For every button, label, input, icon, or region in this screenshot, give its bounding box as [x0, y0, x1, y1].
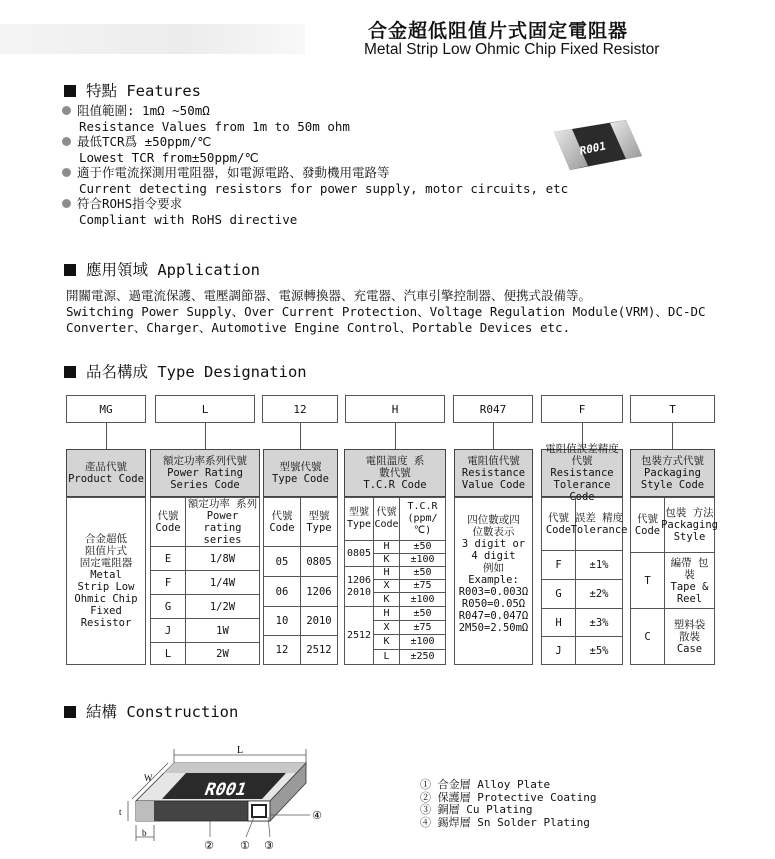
type-code-cell: 06: [264, 576, 300, 606]
callout-4: ④: [312, 809, 322, 822]
type-designation-heading-text: 品名構成 Type Designation: [86, 363, 307, 381]
header-zh: 電阻值代號: [467, 455, 520, 467]
tolerance-value-cell: ±2%: [575, 579, 622, 608]
tolerance-col-tol: 誤差 精度 Tolerance: [575, 498, 622, 550]
value-line: 3 digit or: [461, 538, 526, 550]
callout-3: ③: [264, 839, 274, 852]
value-line: 2M50=2.50mΩ: [458, 622, 529, 634]
power-table: [150, 497, 260, 665]
tcr-code-cell: L: [373, 649, 399, 664]
header-en: Packaging Style Code: [640, 467, 705, 491]
bullet-icon: [62, 137, 71, 146]
application-text: [66, 288, 706, 336]
value-line: R003=0.003Ω: [458, 586, 529, 598]
header-en: Power Rating Series Code: [167, 467, 243, 491]
legend-item: ② 保護層 Protective Coating: [420, 790, 597, 804]
tcr-code-cell: X: [373, 620, 399, 634]
chip-marking: R001: [579, 139, 606, 158]
header-zh: 型號代號: [279, 461, 322, 473]
tolerance-col-code: 代號 Code: [545, 512, 572, 536]
code-box-packaging: T: [630, 395, 715, 423]
bullet-icon: [62, 168, 71, 177]
feature-en: Resistance Values from 1m to 50m ohm: [79, 118, 350, 134]
feature-item: [62, 165, 568, 181]
tolerance-code-cell: G: [542, 579, 575, 608]
value-line: R047=0.047Ω: [458, 610, 529, 622]
tcr-value-cell: ±50: [399, 606, 445, 620]
header-en: T.C.R Code: [363, 479, 427, 491]
feature-zh: 阻值範圍: 1mΩ ~50mΩ: [77, 103, 210, 118]
construction-diagram: [110, 745, 340, 855]
tcr-value-cell: ±50: [399, 540, 445, 553]
power-code-cell: E: [151, 546, 185, 570]
tcr-table: [344, 497, 446, 665]
tcr-type-cell: 0805: [345, 540, 373, 566]
header-en: Resistance Value Code: [461, 467, 526, 491]
tcr-code-cell: K: [373, 592, 399, 606]
tcr-value-cell: ±100: [399, 634, 445, 649]
type-type-cell: 2512: [300, 635, 337, 664]
dim-label-b: b: [142, 828, 147, 838]
connector-line: [672, 423, 673, 449]
power-rating-cell: 1/2W: [185, 594, 259, 618]
packaging-code-cell: T: [631, 552, 664, 608]
page-title-zh: 合金超低阻值片式固定電阻器: [368, 20, 629, 42]
tcr-type-cell: 1206 2010: [345, 566, 373, 606]
section-square-icon: [64, 264, 76, 276]
header-tolerance-code: [541, 443, 623, 503]
features-heading-text: 特點 Features: [86, 82, 201, 100]
tolerance-code-cell: F: [542, 550, 575, 579]
power-rating-cell: 1W: [185, 618, 259, 642]
header-value-code: [454, 449, 533, 497]
header-zh: 額定功率系列代號: [163, 455, 247, 467]
header-zh: 電阻溫度 系數代號: [365, 455, 425, 479]
tcr-col-type: 型號 Type: [346, 507, 372, 530]
header-tcr-code: [344, 449, 446, 497]
power-rating-cell: 1/8W: [185, 546, 259, 570]
feature-item: [62, 103, 568, 119]
power-rating-cell: 1/4W: [185, 570, 259, 594]
value-line: R050=0.05Ω: [461, 598, 526, 610]
tolerance-value-cell: ±1%: [575, 550, 622, 579]
tcr-code-cell: H: [373, 540, 399, 553]
power-col-code: 代號 Code: [155, 510, 181, 534]
diagram-marking: R001: [201, 780, 250, 800]
connector-line: [205, 423, 206, 449]
power-rating-cell: 2W: [185, 642, 259, 664]
legend-item: ③ 銅層 Cu Plating: [420, 803, 533, 816]
power-code-cell: L: [151, 642, 185, 664]
legend-item: ① 合金層 Alloy Plate: [420, 778, 551, 791]
tolerance-code-cell: J: [542, 636, 575, 664]
power-code-cell: G: [151, 594, 185, 618]
code-box-product: MG: [66, 395, 146, 423]
tcr-code-cell: H: [373, 566, 399, 579]
dim-label-l: L: [236, 745, 244, 756]
application-heading: [64, 258, 260, 280]
dim-label-t: t: [119, 807, 122, 817]
section-square-icon: [64, 706, 76, 718]
tolerance-value-cell: ±5%: [575, 636, 622, 664]
value-line: 位數表示: [472, 526, 515, 538]
type-code-cell: 05: [264, 546, 300, 576]
tolerance-code-cell: H: [542, 608, 575, 636]
type-code-cell: 10: [264, 606, 300, 635]
legend-item: ④ 錫焊層 Sn Solder Plating: [420, 815, 590, 829]
tcr-code-cell: K: [373, 553, 399, 566]
power-col-rating: 額定功率 系列 Power rating series: [185, 498, 259, 546]
bullet-icon: [62, 106, 71, 115]
feature-item: [62, 196, 568, 212]
value-line: 四位數或四: [467, 514, 520, 526]
bullet-icon: [62, 199, 71, 208]
feature-zh: 符合ROHS指令要求: [77, 196, 183, 211]
product-table: [66, 497, 146, 665]
construction-heading: [64, 700, 238, 722]
tcr-value-cell: ±100: [399, 592, 445, 606]
tcr-code-cell: X: [373, 579, 399, 592]
tcr-code-cell: H: [373, 606, 399, 620]
dim-label-w: W: [144, 773, 153, 783]
features-list: [62, 103, 568, 227]
value-line: 4 digit: [471, 550, 516, 562]
feature-item: [62, 134, 568, 150]
header-en: Type Code: [272, 473, 329, 485]
section-square-icon: [64, 85, 76, 97]
application-line: 開關電源、過電流保護、電壓調節器、電源轉換器、充電器、汽車引擎控制器、便携式設備等。: [66, 288, 592, 303]
code-box-value: R047: [453, 395, 533, 423]
feature-en: Compliant with RoHS directive: [79, 211, 298, 227]
connector-line: [395, 423, 396, 449]
connector-line: [106, 423, 107, 449]
application-heading-text: 應用領域 Application: [86, 261, 260, 279]
feature-zh: 適于作電流探測用電阻器，如電源電路、發動機用電路等: [77, 165, 390, 180]
packaging-col-style: 包裝 方法 Packaging Style: [664, 498, 714, 552]
header-power-code: [150, 449, 260, 497]
construction-legend: [420, 779, 596, 829]
packaging-style-cell: 編帶 包裝 Tape & Reel: [664, 552, 714, 608]
header-zh: 包裝方式代號: [641, 455, 704, 467]
type-designation-heading: [64, 360, 307, 382]
product-zh: 合金超低 阻值片式 固定電阻器: [79, 533, 133, 569]
header-gradient-bar: [0, 24, 305, 54]
type-col-type: 型號 Type: [300, 498, 337, 546]
application-line: Switching Power Supply、Over Current Protection、Voltage Regulation Module(VRM)、DC-DC: [66, 304, 706, 319]
construction-heading-text: 結構 Construction: [86, 703, 239, 721]
type-type-cell: 0805: [300, 546, 337, 576]
tcr-col-code: 代號 Code: [373, 498, 399, 540]
tolerance-value-cell: ±3%: [575, 608, 622, 636]
type-type-cell: 1206: [300, 576, 337, 606]
packaging-code-cell: C: [631, 608, 664, 664]
header-zh: 電阻值誤差精度 代號: [545, 443, 619, 467]
callout-1: ①: [240, 839, 250, 852]
tcr-type-cell: 2512: [345, 606, 373, 664]
power-code-cell: F: [151, 570, 185, 594]
header-en: Product Code: [68, 473, 144, 485]
type-table: [263, 497, 338, 665]
header-packaging-code: [630, 449, 715, 497]
tcr-value-cell: ±75: [399, 579, 445, 592]
feature-zh: 最低TCR爲 ±50ppm/℃: [77, 134, 212, 149]
tcr-value-cell: ±250: [399, 649, 445, 664]
code-box-tolerance: F: [541, 395, 623, 423]
product-en: Metal Strip Low Ohmic Chip Fixed Resistor: [74, 569, 138, 629]
code-box-type: 12: [262, 395, 338, 423]
application-line: Converter、Charger、Automotive Engine Control、Portable Devices etc.: [66, 320, 571, 335]
packaging-table: [630, 497, 718, 665]
value-table: [454, 497, 533, 665]
value-line: Example:: [468, 574, 519, 586]
tcr-col-tcr: T.C.R (ppm/℃): [399, 498, 445, 540]
power-code-cell: J: [151, 618, 185, 642]
packaging-style-cell: 塑料袋 散裝 Case: [664, 608, 714, 664]
section-square-icon: [64, 366, 76, 378]
tcr-value-cell: ±75: [399, 620, 445, 634]
page-title-en: Metal Strip Low Ohmic Chip Fixed Resistor: [364, 41, 660, 58]
feature-en: Lowest TCR from±50ppm/℃: [79, 149, 259, 165]
code-box-power: L: [155, 395, 255, 423]
feature-en: Current detecting resistors for power supply, motor circuits, etc: [79, 180, 569, 196]
code-box-tcr: H: [345, 395, 445, 423]
header-en: Resistance Tolerance Code: [550, 467, 614, 503]
connector-line: [493, 423, 494, 449]
value-line: 例如: [483, 562, 504, 574]
header-zh: 產品代號: [85, 461, 127, 473]
tcr-value-cell: ±50: [399, 566, 445, 579]
connector-line: [300, 423, 301, 449]
resistor-chip-image: [548, 118, 648, 176]
type-type-cell: 2010: [300, 606, 337, 635]
callout-2: ②: [204, 839, 214, 852]
tcr-value-cell: ±100: [399, 553, 445, 566]
header-product-code: [66, 449, 146, 497]
packaging-col-code: 代號 Code: [634, 513, 661, 537]
type-code-cell: 12: [264, 635, 300, 664]
tcr-code-cell: K: [373, 634, 399, 649]
features-heading: [64, 79, 201, 101]
header-type-code: [263, 449, 338, 497]
type-col-code: 代號 Code: [269, 510, 295, 534]
tolerance-table: [541, 497, 628, 665]
